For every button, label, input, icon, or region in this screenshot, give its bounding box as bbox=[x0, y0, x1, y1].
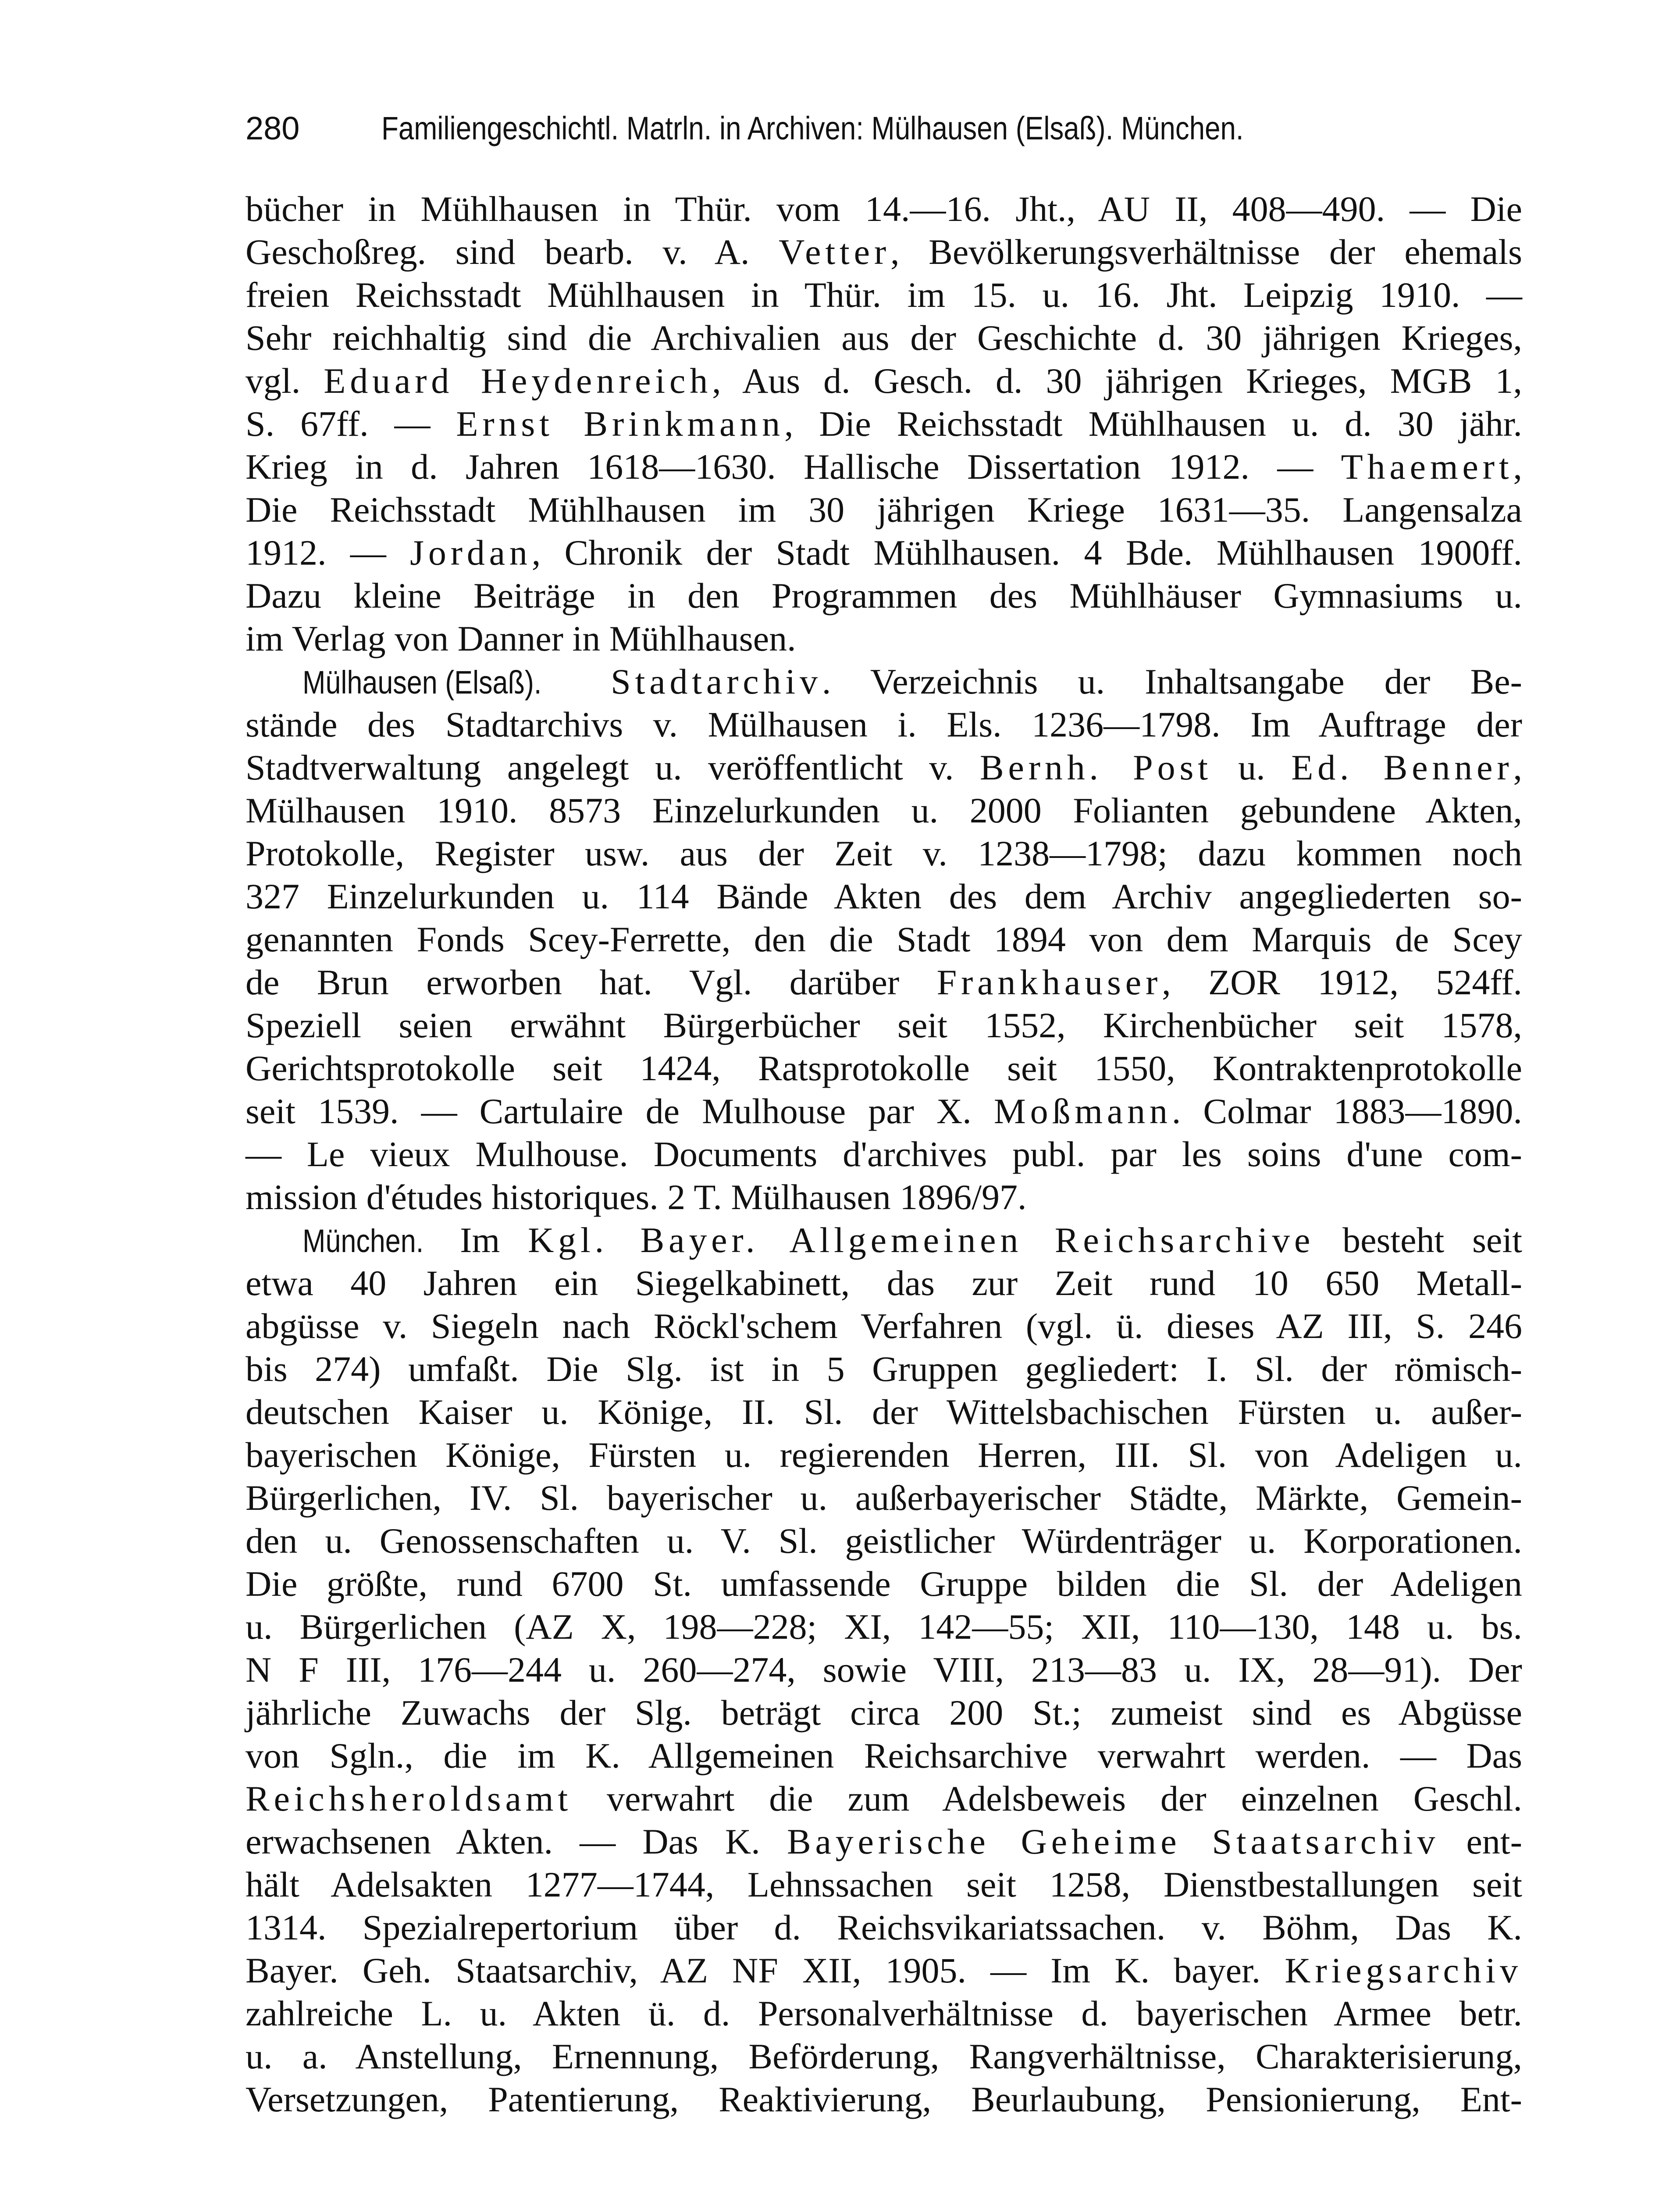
text-run: Bürgerlichen, IV. Sl. bayerischer u. außerbayerischer Städte, Märkte, Gemein- bbox=[246, 1478, 1522, 1518]
text-run: , Chronik der Stadt Mühlhausen. 4 Bde. Mühlhausen 1900ff. bbox=[531, 533, 1523, 573]
text-run: . Verzeichnis u. Inhaltsangabe der Be- bbox=[822, 662, 1522, 701]
text-line bbox=[246, 1863, 1522, 1906]
text-line bbox=[246, 1090, 1522, 1133]
text-line bbox=[246, 918, 1522, 961]
text-line bbox=[246, 1906, 1522, 1949]
text-line bbox=[246, 1047, 1522, 1090]
text-line bbox=[246, 1992, 1522, 2035]
text-line bbox=[246, 1477, 1522, 1519]
text-line bbox=[246, 231, 1522, 274]
text-line bbox=[246, 574, 1522, 617]
section-heading: Mülhausen (Elsaß). bbox=[303, 664, 542, 701]
text-run: Dazu kleine Beiträge in den Programmen des Mühlhäuser Gymnasiums u. bbox=[246, 576, 1522, 616]
text-run: abgüsse v. Siegeln nach Röckl'schem Verfahren (vgl. ü. dieses AZ III, S. 246 bbox=[246, 1306, 1522, 1346]
spaced-name: Thaemert bbox=[1341, 447, 1513, 487]
text-run: — Le vieux Mulhouse. Documents d'archives publ. par les soins d'une com- bbox=[246, 1134, 1522, 1174]
spaced-name: Kriegsarchiv bbox=[1285, 1950, 1522, 1990]
text-run: 1912. — bbox=[246, 533, 410, 573]
text-run: . Colmar 1883—1890. bbox=[1171, 1091, 1522, 1131]
text-run: den u. Genossenschaften u. V. Sl. geistlicher Würdenträger u. Korporationen. bbox=[246, 1521, 1522, 1561]
text-run: u. bbox=[1212, 747, 1292, 787]
text-run: , Die Reichsstadt Mühlhausen u. d. 30 jähr. bbox=[784, 404, 1522, 444]
page-number: 280 bbox=[246, 110, 300, 146]
text-line bbox=[246, 317, 1522, 359]
spaced-name: Bayerische Geheime Staatsarchiv bbox=[787, 1822, 1440, 1861]
spaced-name: Kgl. Bayer. Allgemeinen Reichsarchive bbox=[528, 1220, 1315, 1260]
text-line bbox=[246, 961, 1522, 1004]
text-run: u. a. Anstellung, Ernennung, Beförderung, Rangverhältnisse, Charakterisierung, bbox=[246, 2036, 1522, 2076]
text-run: vgl. bbox=[246, 361, 324, 401]
text-run: Gerichtsprotokolle seit 1424, Ratsprotokolle seit 1550, Kontraktenprotokolle bbox=[246, 1048, 1522, 1088]
text-run: mission d'études historiques. 2 T. Mülhausen 1896/97. bbox=[246, 1177, 1027, 1217]
text-line bbox=[246, 746, 1522, 789]
text-run: von Sgln., die im K. Allgemeinen Reichsarchive verwahrt werden. — Das bbox=[246, 1736, 1522, 1776]
text-line bbox=[246, 1305, 1522, 1348]
text-run: de Brun erworben hat. Vgl. darüber bbox=[246, 962, 937, 1002]
text-line bbox=[246, 1262, 1522, 1305]
text-run: , Aus d. Gesch. d. 30 jährigen Krieges, MGB 1, bbox=[712, 361, 1522, 401]
text-run: Mülhausen 1910. 8573 Einzelurkunden u. 2000 Folianten gebundene Akten, bbox=[246, 790, 1522, 830]
text-run: ent- bbox=[1439, 1822, 1523, 1861]
spaced-name: Jordan bbox=[410, 533, 532, 573]
text-line bbox=[246, 1605, 1522, 1648]
text-run: erwachsenen Akten. — Das K. bbox=[246, 1822, 787, 1861]
text-run: Protokolle, Register usw. aus der Zeit v. 1238—1798; dazu kommen noch bbox=[246, 833, 1522, 873]
running-head: Familiengeschichtl. Matrln. in Archiven: Mülhausen (Elsaß). München. bbox=[381, 110, 1244, 146]
text-line bbox=[246, 1176, 1522, 1219]
text-run: im Verlag von Danner in Mühlhausen. bbox=[246, 619, 796, 658]
text-line bbox=[246, 832, 1522, 875]
text-line bbox=[246, 531, 1522, 574]
text-run: Im bbox=[432, 1220, 528, 1260]
text-line bbox=[246, 1734, 1522, 1777]
spaced-name: Stadtarchiv bbox=[611, 662, 822, 701]
text-line bbox=[246, 1004, 1522, 1047]
text-line bbox=[246, 1519, 1522, 1562]
text-run: S. 67ff. — bbox=[246, 404, 456, 444]
text-line bbox=[246, 1219, 1522, 1262]
text-run: Speziell seien erwähnt Bürgerbücher seit 1552, Kirchenbücher seit 1578, bbox=[246, 1005, 1522, 1045]
text-run: u. Bürgerlichen (AZ X, 198—228; XI, 142—55; XII, 110—130, 148 u. bs. bbox=[246, 1607, 1522, 1647]
text-line bbox=[246, 402, 1522, 445]
text-run: hält Adelsakten 1277—1744, Lehnssachen seit 1258, Dienstbestallungen seit bbox=[246, 1865, 1522, 1904]
text-line bbox=[246, 789, 1522, 832]
text-line bbox=[246, 875, 1522, 918]
text-line bbox=[246, 1434, 1522, 1477]
text-line bbox=[246, 1391, 1522, 1434]
text-run: , bbox=[1513, 447, 1522, 487]
spaced-name: Frankhauser bbox=[936, 962, 1162, 1002]
text-run: deutschen Kaiser u. Könige, II. Sl. der Wittelsbachischen Fürsten u. außer- bbox=[246, 1392, 1522, 1432]
spaced-name: Eduard Heydenreich bbox=[324, 361, 712, 401]
spaced-name: Ernst Brinkmann bbox=[456, 404, 784, 444]
text-line bbox=[246, 1648, 1522, 1691]
text-run: Geschoßreg. sind bearb. v. A. bbox=[246, 232, 779, 272]
text-run: Versetzungen, Patentierung, Reaktivierung, Beurlaubung, Pensionierung, Ent- bbox=[246, 2079, 1522, 2119]
text-run: bayerischen Könige, Fürsten u. regierenden Herren, III. Sl. von Adeligen u. bbox=[246, 1435, 1522, 1475]
text-line bbox=[246, 1133, 1522, 1176]
text-run: bis 274) umfaßt. Die Slg. ist in 5 Gruppen gegliedert: I. Sl. der römisch- bbox=[246, 1349, 1522, 1389]
text-run: 1314. Spezialrepertorium über d. Reichsvikariatssachen. v. Böhm, Das K. bbox=[246, 1907, 1522, 1947]
text-line bbox=[246, 1348, 1522, 1391]
text-run: Krieg in d. Jahren 1618—1630. Hallische Dissertation 1912. — bbox=[246, 447, 1341, 487]
spaced-name: Moßmann bbox=[993, 1091, 1172, 1131]
text-run: 327 Einzelurkunden u. 114 Bände Akten des dem Archiv angegliederten so- bbox=[246, 876, 1522, 916]
text-line bbox=[246, 1562, 1522, 1605]
text-run: zahlreiche L. u. Akten ü. d. Personalverhältnisse d. bayerischen Armee betr. bbox=[246, 1993, 1522, 2033]
text-run: etwa 40 Jahren ein Siegelkabinett, das zur Zeit rund 10 650 Metall- bbox=[246, 1263, 1522, 1303]
body-text bbox=[246, 188, 1522, 2121]
text-line bbox=[246, 1820, 1522, 1863]
text-run: , ZOR 1912, 524ff. bbox=[1162, 962, 1522, 1002]
text-run: freien Reichsstadt Mühlhausen in Thür. im 15. u. 16. Jht. Leipzig 1910. — bbox=[246, 275, 1522, 315]
text-run: verwahrt die zum Adelsbeweis der einzelnen Geschl. bbox=[572, 1779, 1522, 1818]
text-run: jährliche Zuwachs der Slg. beträgt circa 200 St.; zumeist sind es Abgüsse bbox=[246, 1693, 1522, 1733]
text-run: Stadtverwaltung angelegt u. veröffentlicht v. bbox=[246, 747, 980, 787]
text-line bbox=[246, 359, 1522, 402]
text-run: Die größte, rund 6700 St. umfassende Gruppe bilden die Sl. der Adeligen bbox=[246, 1564, 1522, 1604]
text-line bbox=[246, 2035, 1522, 2078]
text-line bbox=[246, 1777, 1522, 1820]
text-line bbox=[246, 660, 1522, 703]
text-run: bücher in Mühlhausen in Thür. vom 14.—16. Jht., AU II, 408—490. — Die bbox=[246, 189, 1522, 229]
text-run: seit 1539. — Cartulaire de Mulhouse par X. bbox=[246, 1091, 994, 1131]
page-header bbox=[246, 110, 1522, 153]
text-line bbox=[246, 703, 1522, 746]
text-line bbox=[246, 617, 1522, 660]
text-line bbox=[246, 1949, 1522, 1992]
spaced-name: Ed. Benner bbox=[1291, 747, 1513, 787]
text-line bbox=[246, 445, 1522, 488]
text-line bbox=[246, 188, 1522, 231]
text-run: Bayer. Geh. Staatsarchiv, AZ NF XII, 1905. — Im K. bayer. bbox=[246, 1950, 1285, 1990]
text-run: , bbox=[1513, 747, 1523, 787]
text-line bbox=[246, 1691, 1522, 1734]
text-run: genannten Fonds Scey-Ferrette, den die Stadt 1894 von dem Marquis de Scey bbox=[246, 919, 1522, 959]
spaced-name: Reichsheroldsamt bbox=[246, 1779, 572, 1818]
text-run: , Bevölkerungsverhältnisse der ehemals bbox=[890, 232, 1523, 272]
text-run: Sehr reichhaltig sind die Archivalien aus der Geschichte d. 30 jährigen Krieges, bbox=[246, 318, 1522, 358]
text-run bbox=[571, 662, 611, 701]
text-run: Die Reichsstadt Mühlhausen im 30 jährigen Kriege 1631—35. Langensalza bbox=[246, 490, 1522, 530]
text-line bbox=[246, 2078, 1522, 2121]
spaced-name: Bernh. Post bbox=[979, 747, 1212, 787]
text-line bbox=[246, 274, 1522, 317]
spaced-name: Vetter bbox=[779, 232, 890, 272]
text-run: besteht seit bbox=[1314, 1220, 1523, 1260]
text-line bbox=[246, 488, 1522, 531]
text-run: stände des Stadtarchivs v. Mülhausen i. Els. 1236—1798. Im Auftrage der bbox=[246, 705, 1522, 744]
section-heading: München. bbox=[303, 1223, 424, 1259]
text-run: N F III, 176—244 u. 260—274, sowie VIII, 213—83 u. IX, 28—91). Der bbox=[246, 1650, 1522, 1690]
